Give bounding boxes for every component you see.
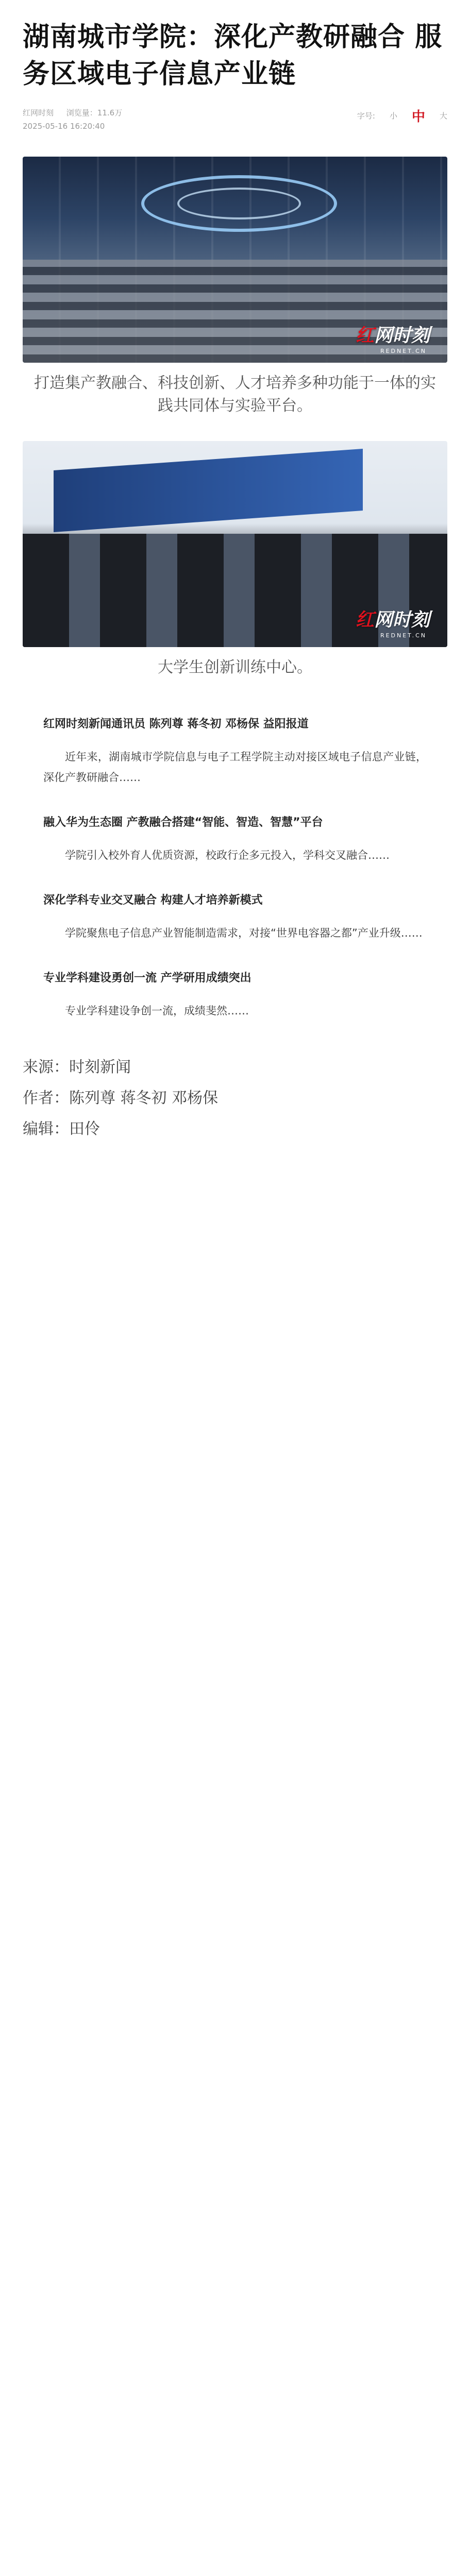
article-page: [0, 0, 470, 1165]
rednet-watermark-sub-2: REDNET.CN: [380, 632, 427, 639]
article-title: 湖南城市学院：深化产教研融合 服务区域电子信息产业链: [23, 22, 443, 90]
footer-author: 作者：陈列尊 蒋冬初 邓杨保: [23, 1089, 219, 1107]
rednet-watermark-sub: REDNET.CN: [380, 348, 427, 354]
rednet-watermark-logo-2: 红网时刻: [355, 609, 430, 631]
font-size-control: [357, 106, 447, 125]
meta-row: [23, 106, 447, 133]
section-1-paragraph: 学院引入校外育人优质资源，校政行企多元投入，学科交叉融合……: [65, 849, 390, 861]
article-footer: [23, 1052, 447, 1145]
training-center-photo[interactable]: [23, 441, 447, 647]
footer-source: 来源：时刻新闻: [23, 1058, 131, 1076]
section-heading-3: 专业学科建设勇创一流 产学研用成绩突出: [43, 972, 251, 985]
lab-desks: [23, 260, 447, 363]
figure-2-caption: 大学生创新训练中心。: [158, 658, 312, 676]
figure-1: [23, 157, 447, 417]
meta-info: [23, 106, 122, 133]
rednet-watermark-logo: 红网时刻: [355, 325, 430, 346]
byline: 红网时刻新闻通讯员 陈列尊 蒋冬初 邓杨保 益阳报道: [43, 718, 309, 731]
ceiling-light-ring-inner: [177, 188, 301, 219]
font-size-medium-button[interactable]: 中: [411, 109, 425, 125]
font-size-small-button[interactable]: 小: [389, 111, 397, 121]
section-3-paragraph: 专业学科建设争创一流，成绩斐然……: [65, 1005, 249, 1017]
section-2-paragraph: 学院聚焦电子信息产业智能制造需求，对接“世界电容器之都”产业升级……: [65, 927, 423, 939]
banner: [54, 449, 363, 532]
meta-date: 2025-05-16 16:20:40: [23, 122, 105, 131]
meta-views: 浏览量：11.6万: [66, 108, 123, 117]
intro-paragraph: 近年来，湖南城市学院信息与电子工程学院主动对接区域电子信息产业链，深化产教研融合……: [43, 751, 427, 784]
figure-2: [23, 441, 447, 679]
meta-source[interactable]: 红网时刻: [23, 108, 54, 117]
font-size-large-button[interactable]: 大: [439, 111, 447, 121]
font-size-label: 字号:: [357, 111, 375, 121]
figure-1-caption: 打造集产教融合、科技创新、人才培养多种功能于一体的实践共同体与实验平台。: [34, 374, 436, 415]
section-heading-2: 深化学科专业交叉融合 构建人才培养新模式: [43, 894, 263, 907]
lab-photo[interactable]: [23, 157, 447, 363]
footer-editor: 编辑：田伶: [23, 1120, 100, 1138]
section-heading-1: 融入华为生态圈 产教融合搭建“智能、智造、智慧”平台: [43, 816, 323, 829]
